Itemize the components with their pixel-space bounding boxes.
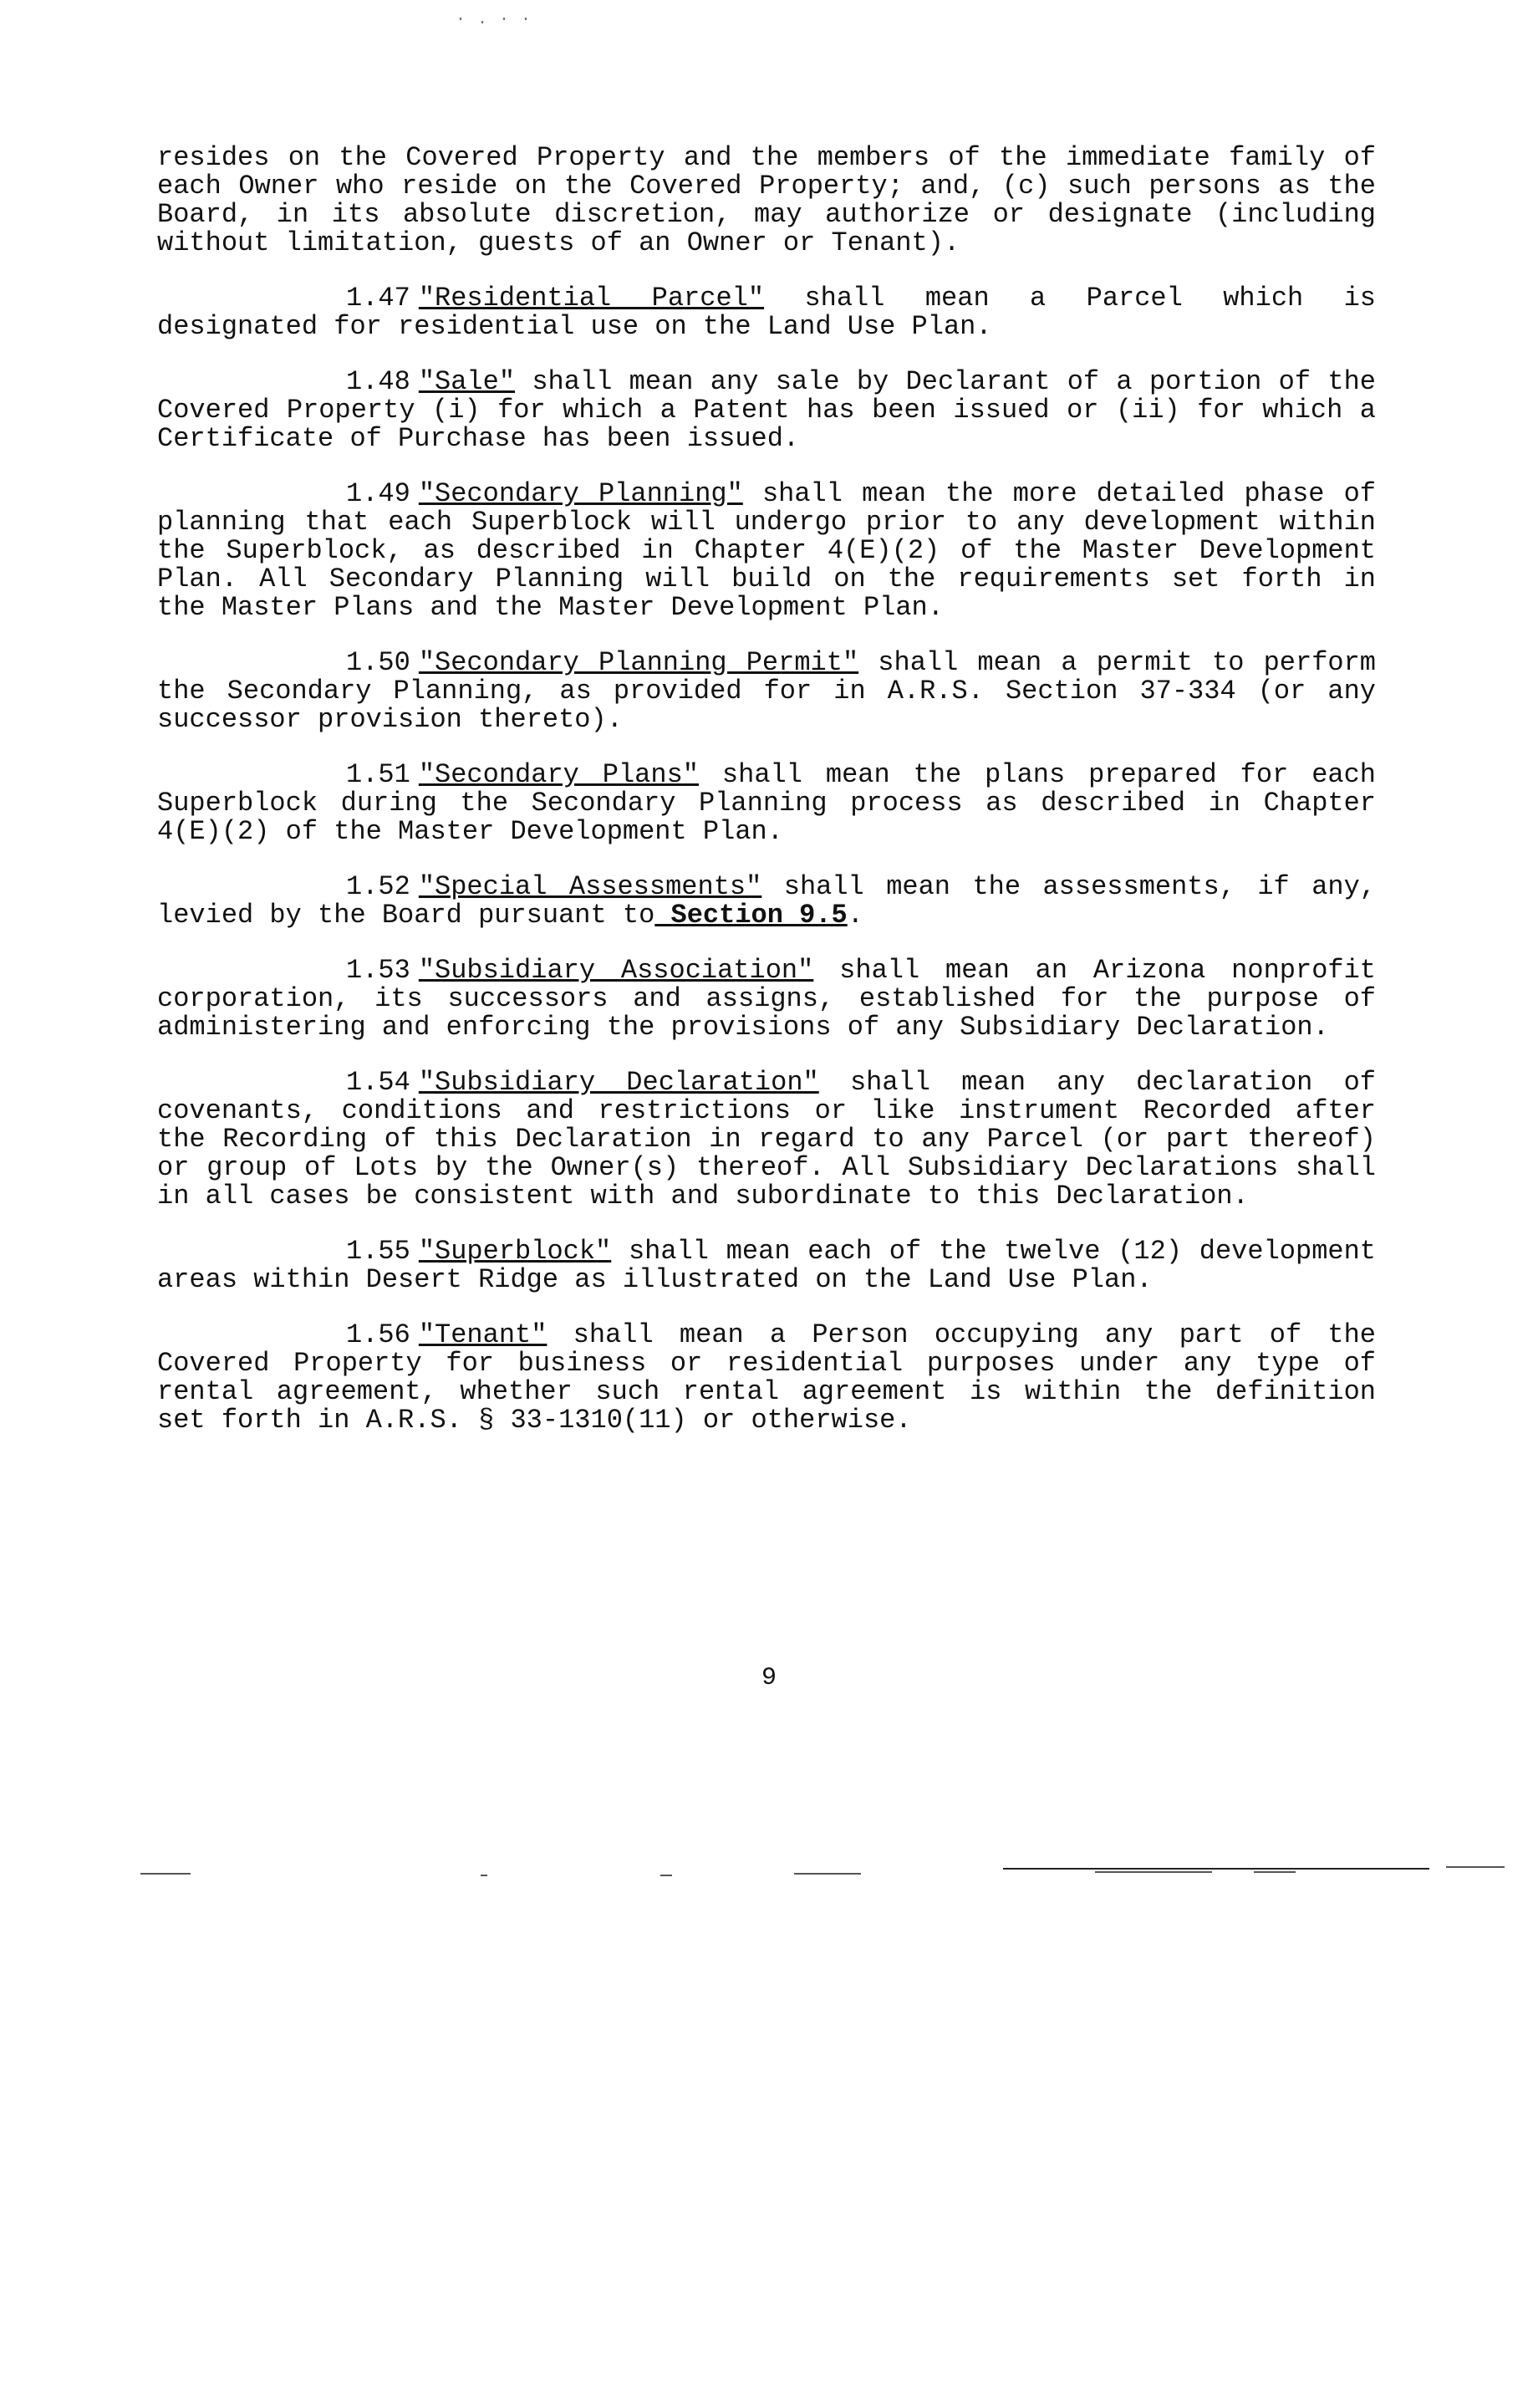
definition-text: shall mean a permit to perform the Secondary Planning, as provided for in A.R.S. Section 37-334 (or any successor provision thereto). bbox=[157, 647, 1377, 735]
defined-term: "Special Assessments" bbox=[418, 871, 762, 902]
defined-term: "Secondary Planning" bbox=[418, 478, 743, 509]
section-number: 1.56 bbox=[346, 1319, 410, 1350]
definition-text: shall mean the assessments, if any, levied by the Board pursuant to bbox=[157, 871, 1377, 931]
scan-mark bbox=[1254, 1871, 1296, 1873]
definition-text: shall mean an Arizona nonprofit corporation, its successors and assigns, established for the purpose of administering and enforcing the provisions of any Subsidiary Declaration. bbox=[157, 955, 1377, 1043]
defined-term: "Secondary Planning Permit" bbox=[418, 647, 859, 678]
definition-1-56 bbox=[157, 1321, 1376, 1435]
section-number: 1.48 bbox=[346, 366, 410, 397]
signature-rule bbox=[1003, 1868, 1429, 1870]
defined-term: "Tenant" bbox=[418, 1319, 547, 1350]
defined-term: "Superblock" bbox=[418, 1236, 612, 1267]
defined-term: "Sale" bbox=[418, 366, 516, 397]
scan-mark bbox=[1095, 1871, 1212, 1873]
definition-text: shall mean the plans prepared for each Superblock during the Secondary Planning process as described in Chapter 4(E)(2) of the Master Development Plan. bbox=[157, 759, 1377, 847]
section-number: 1.53 bbox=[346, 955, 410, 986]
scan-mark bbox=[660, 1875, 672, 1876]
section-number: 1.52 bbox=[346, 871, 410, 902]
definition-text: shall mean a Parcel which is designated for residential use on the Land Use Plan. bbox=[157, 283, 1377, 342]
defined-term: "Residential Parcel" bbox=[418, 283, 765, 314]
definition-1-51 bbox=[157, 761, 1376, 846]
definition-1-50 bbox=[157, 649, 1376, 734]
scan-mark bbox=[481, 1875, 487, 1876]
section-number: 1.54 bbox=[346, 1067, 410, 1098]
scan-mark bbox=[794, 1873, 861, 1875]
definition-1-48 bbox=[157, 368, 1376, 453]
section-number: 1.49 bbox=[346, 478, 410, 509]
definition-1-53 bbox=[157, 957, 1376, 1042]
definition-1-54 bbox=[157, 1069, 1376, 1211]
definition-text-tail: . bbox=[847, 900, 863, 931]
definition-text: shall mean any declaration of covenants, conditions and restrictions or like instrument Recorded after the Recording of this Declaration in regard to any Parcel (or part thereof) or group of Lots by the Owner(s) thereof. All Subsidiary Declarations shall in all cases be consistent with and subordinate to this Declaration. bbox=[157, 1067, 1377, 1212]
page-number: 9 bbox=[761, 1664, 777, 1692]
scan-artifact: ·.·· bbox=[456, 10, 543, 29]
definition-1-49 bbox=[157, 480, 1376, 622]
scan-mark bbox=[1446, 1866, 1505, 1868]
definition-1-47 bbox=[157, 284, 1376, 341]
definition-1-52 bbox=[157, 873, 1376, 930]
definition-text: shall mean each of the twelve (12) development areas within Desert Ridge as illustrated on the Land Use Plan. bbox=[157, 1236, 1376, 1295]
scan-mark bbox=[140, 1873, 191, 1875]
defined-term: "Secondary Plans" bbox=[418, 759, 699, 790]
section-number: 1.47 bbox=[346, 283, 410, 314]
intro-paragraph: resides on the Covered Property and the members of the immediate family of each Owner who reside on the Covered Property; and, (c) such persons as the Board, in its absolute discretion, may authorize or designate (including without limitation, guests of an Owner or Tenant). bbox=[157, 142, 1376, 258]
definition-text: shall mean any sale by Declarant of a portion of the Covered Property (i) for which a Patent has been issued or (ii) for which a Certificate of Purchase has been issued. bbox=[157, 366, 1376, 454]
defined-term: "Subsidiary Association" bbox=[418, 955, 814, 986]
section-number: 1.55 bbox=[346, 1236, 410, 1267]
section-reference: Section 9.5 bbox=[654, 900, 848, 931]
section-number: 1.51 bbox=[346, 759, 410, 790]
document-body bbox=[157, 144, 1376, 1462]
defined-term: "Subsidiary Declaration" bbox=[418, 1067, 819, 1098]
definition-1-55 bbox=[157, 1237, 1376, 1294]
scan-footer-marks bbox=[0, 1856, 1538, 1890]
definition-text: shall mean the more detailed phase of planning that each Superblock will undergo prior to any development within the Superblock, as described in Chapter 4(E)(2) of the Master Development Plan. All Secondary Planning will build on the requirements set forth in the Master Plans and the Master Development Plan. bbox=[157, 478, 1377, 623]
definition-text: shall mean a Person occupying any part of the Covered Property for business or residential purposes under any type of rental agreement, whether such rental agreement is within the definition set forth in A.R.S. § 33-1310(11) or otherwise. bbox=[157, 1319, 1376, 1436]
section-number: 1.50 bbox=[346, 647, 410, 678]
